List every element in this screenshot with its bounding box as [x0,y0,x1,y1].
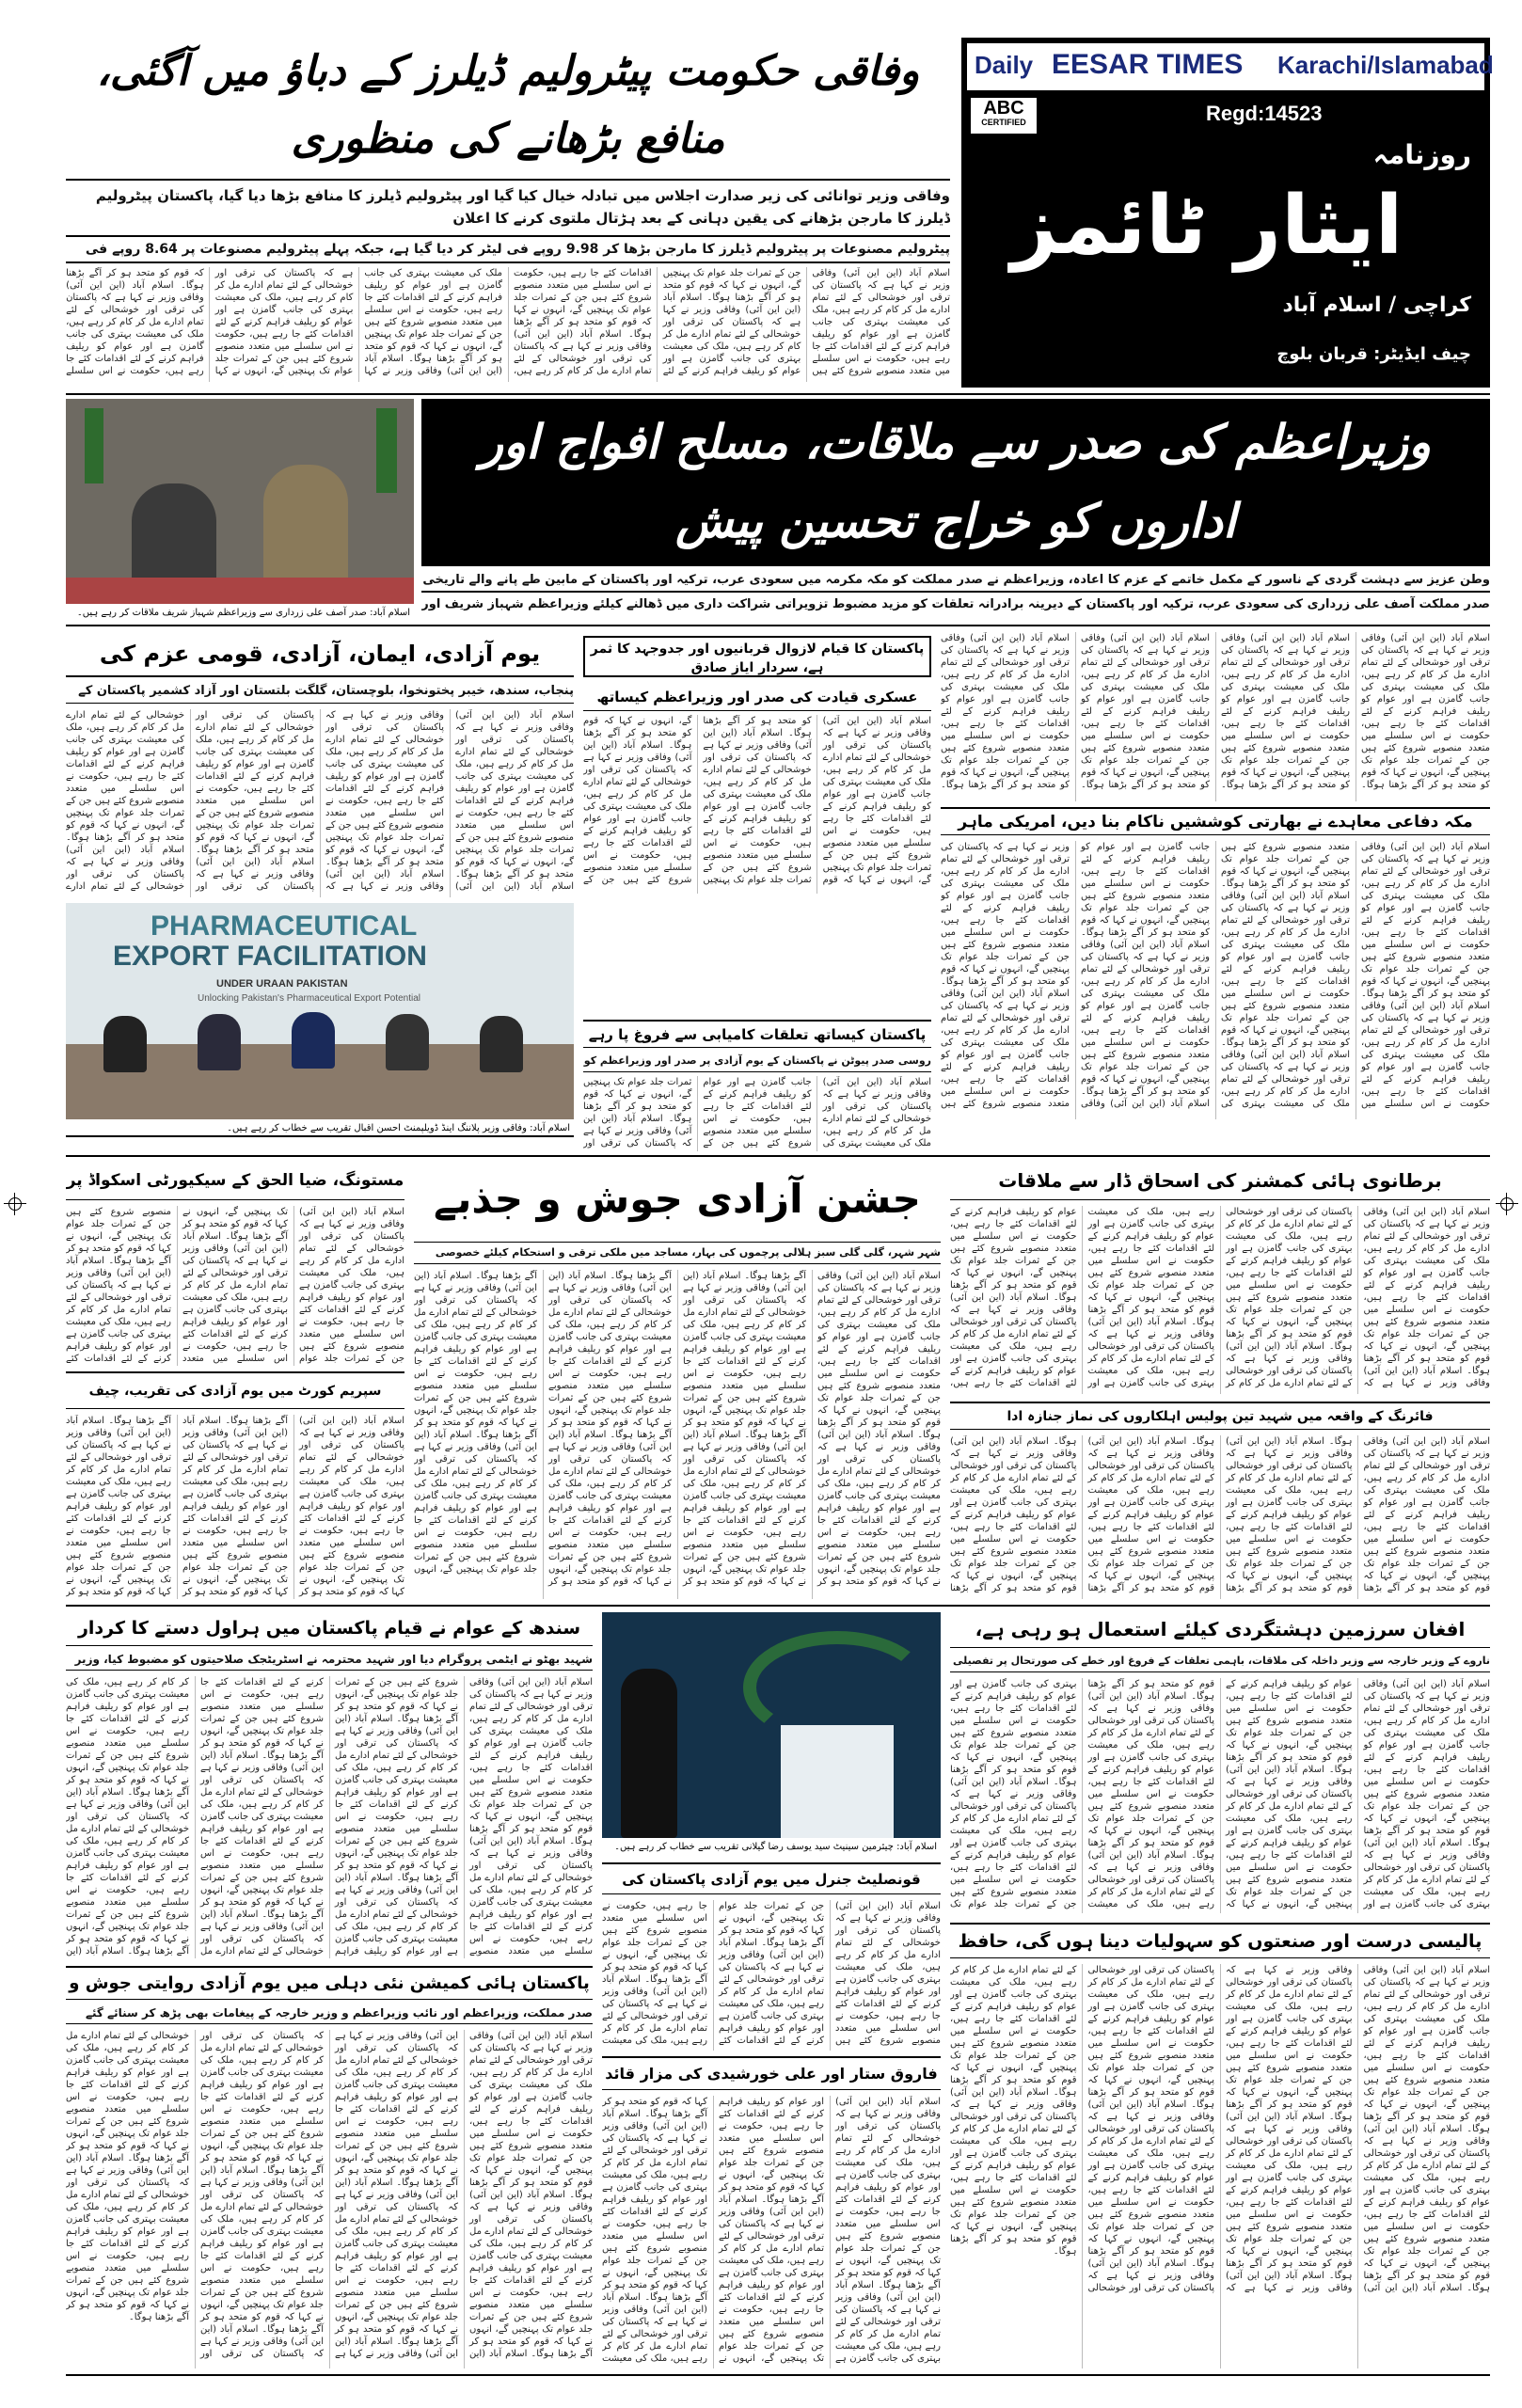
jashn-body: اسلام آباد (این این آئی) وفاقی وزیر نے کہا ہے کہ پاکستان کی ترقی اور خوشحالی کے لئے تمام ادارے مل کر کام کر رہے ہیں، ملک کی معیشت بہتری کی جانب گامزن ہے اور عوام کو ریلیف فراہم کرنے کے لئے اقدامات کئے جا رہے ہیں، حکومت نے اس سلسلے میں متعدد منصوبے شروع کئے ہیں جن کے ثمرات جلد عوام تک پہنچیں گے، انہوں نے کہا کہ قوم کو متحد ہو کر آگے بڑھنا ہوگا۔ اسلام آباد (این این آئی) وفاقی وزیر نے کہا ہے کہ پاکستان کی ترقی اور خوشحالی کے لئے تمام ادارے مل کر کام کر رہے ہیں، ملک کی معیشت بہتری کی جانب گامزن ہے اور عوام کو ریلیف فراہم کرنے کے لئے اقدامات کئے جا رہے ہیں، حکومت نے اس سلسلے میں متعدد منصوبے شروع کئے ہیں جن کے ثمرات جلد عوام تک پہنچیں گے، انہوں نے کہا کہ قوم کو متحد ہو کر آگے بڑھنا ہوگا۔ اسلام آباد (این این آئی) وفاقی وزیر نے کہا ہے کہ پاکستان کی ترقی اور خوشحالی کے لئے تمام ادارے مل کر کام کر رہے ہیں، ملک کی معیشت بہتری کی جانب گامزن ہے اور عوام کو ریلیف فراہم کرنے کے لئے اقدامات کئے جا رہے ہیں، حکومت نے اس سلسلے میں متعدد منصوبے شروع کئے ہیں جن کے ثمرات جلد عوام تک پہنچیں گے، انہوں نے کہا کہ قوم کو متحد ہو کر آگے بڑھنا ہوگا۔ اسلام آباد (این این آئی) وفاقی وزیر نے کہا ہے کہ پاکستان کی ترقی اور خوشحالی کے لئے تمام ادارے مل کر کام کر رہے ہیں، ملک کی معیشت بہتری کی جانب گامزن ہے اور عوام کو ریلیف فراہم کرنے کے لئے اقدامات کئے جا رہے ہیں، حکومت نے اس سلسلے میں متعدد منصوبے شروع کئے ہیں جن کے ثمرات جلد عوام تک پہنچیں گے، انہوں نے کہا کہ قوم کو متحد ہو کر آگے بڑھنا ہوگا۔ اسلام آباد (این این آئی) وفاقی وزیر نے کہا ہے کہ پاکستان کی ترقی اور خوشحالی کے لئے تمام ادارے مل کر کام کر رہے ہیں، ملک کی معیشت بہتری کی جانب گامزن ہے اور عوام کو ریلیف فراہم کرنے کے لئے اقدامات کئے جا رہے ہیں، حکومت نے اس سلسلے میں متعدد منصوبے شروع کئے ہیں جن کے ثمرات جلد عوام تک پہنچیں گے، انہوں نے کہا کہ قوم کو متحد ہو کر آگے بڑھنا ہوگا۔ اسلام آباد (این این آئی) وفاقی وزیر نے کہا ہے کہ پاکستان کی ترقی اور خوشحالی کے لئے تمام ادارے مل کر کام کر رہے ہیں، ملک کی معیشت بہتری کی جانب گامزن ہے اور عوام کو ریلیف فراہم کرنے کے لئے اقدامات کئے جا رہے ہیں، حکومت نے اس سلسلے میں متعدد منصوبے شروع کئے ہیں جن کے ثمرات جلد عوام تک پہنچیں گے، انہوں نے کہا کہ قوم کو متحد ہو کر آگے بڑھنا ہوگا۔ اسلام آباد (این این آئی) وفاقی وزیر نے کہا ہے کہ پاکستان کی ترقی اور خوشحالی کے لئے تمام ادارے مل کر کام کر رہے ہیں، ملک کی معیشت بہتری کی جانب گامزن ہے اور عوام کو ریلیف فراہم کرنے کے لئے اقدامات کئے جا رہے ہیں، حکومت نے اس سلسلے میں متعدد منصوبے شروع کئے ہیں جن کے ثمرات جلد عوام تک پہنچیں گے، انہوں نے کہا کہ قوم کو متحد ہو کر آگے بڑھنا ہوگا۔ اسلام آباد (این این آئی) وفاقی وزیر نے کہا ہے کہ پاکستان کی ترقی اور خوشحالی کے لئے تمام ادارے مل کر کام کر رہے ہیں، ملک کی معیشت بہتری کی جانب گامزن ہے اور عوام کو ریلیف فراہم کرنے کے لئے اقدامات کئے جا رہے ہیں، حکومت نے اس سلسلے میں متعدد منصوبے شروع کئے ہیں جن کے ثمرات جلد عوام تک پہنچیں گے، انہوں [414,1271,941,1587]
independence-headline: یوم آزادی، ایمان، آزادی، قومی عزم کی [66,632,574,677]
right-h4: پالیسی درست اور صنعتوں کو سہولیات دینا ہوں گی، حافظ [950,1923,1490,1958]
lead-body: اسلام آباد (این این آئی) وفاقی وزیر نے کہا ہے کہ پاکستان کی ترقی اور خوشحالی کے لئے تمام ادارے مل کر کام کر رہے ہیں، ملک کی معیشت بہتری کی جانب گامزن ہے اور عوام کو ریلیف فراہم کرنے کے لئے اقدامات کئے جا رہے ہیں، حکومت نے اس سلسلے میں متعدد منصوبے شروع کئے ہیں جن کے ثمرات جلد عوام تک پہنچیں گے، انہوں نے کہا کہ قوم کو متحد ہو کر آگے بڑھنا ہوگا۔ اسلام آباد (این این آئی) وفاقی وزیر نے کہا ہے کہ پاکستان کی ترقی اور خوشحالی کے لئے تمام ادارے مل کر کام کر رہے ہیں، ملک کی معیشت بہتری کی جانب گامزن ہے اور عوام کو ریلیف فراہم کرنے کے لئے اقدامات کئے جا رہے ہیں، حکومت نے اس سلسلے میں متعدد منصوبے شروع کئے ہیں جن کے ثمرات جلد عوام تک پہنچیں گے، انہوں نے کہا کہ قوم کو متحد ہو کر آگے بڑھنا ہوگا۔ اسلام آباد (این این آئی) وفاقی وزیر نے کہا ہے کہ پاکستان کی ترقی اور خوشحالی کے لئے تمام ادارے مل کر کام کر رہے ہیں، ملک کی معیشت بہتری کی جانب گامزن ہے اور عوام کو ریلیف فراہم کرنے کے لئے اقدامات کئے جا رہے ہیں، حکومت نے اس سلسلے میں متعدد منصوبے شروع کئے ہیں جن کے ثمرات جلد عوام تک پہنچیں گے، انہوں نے کہا کہ قوم کو متحد ہو کر آگے بڑھنا ہوگا۔ اسلام آباد (این این آئی) وفاقی وزیر نے کہا ہے کہ پاکستان کی ترقی اور خوشحالی کے لئے تمام ادارے مل کر کام کر رہے ہیں، ملک کی معیشت بہتری کی جانب گامزن ہے اور عوام کو ریلیف فراہم کرنے کے لئے اقدامات کئے جا رہے ہیں، حکومت نے اس سلسلے میں متعدد منصوبے شروع کئے ہیں جن کے ثمرات جلد عوام تک پہنچیں گے، انہوں نے کہا کہ قوم کو متحد ہو کر آگے بڑھنا ہوگا۔ [941,633,1490,790]
masthead-regd: Regd:14523 [1206,102,1323,125]
left-h4-sub: صدر مملکت، وزیراعظم اور نائب وزیراعظم و وزیر خارجہ کے پیغامات بھی پڑھ کر سنائے گئے [66,2004,593,2024]
divider [66,1605,1490,1607]
right-h4-body: اسلام آباد (این این آئی) وفاقی وزیر نے کہا ہے کہ پاکستان کی ترقی اور خوشحالی کے لئے تمام ادارے مل کر کام کر رہے ہیں، ملک کی معیشت بہتری کی جانب گامزن ہے اور عوام کو ریلیف فراہم کرنے کے لئے اقدامات کئے جا رہے ہیں، حکومت نے اس سلسلے میں متعدد منصوبے شروع کئے ہیں جن کے ثمرات جلد عوام تک پہنچیں گے، انہوں نے کہا کہ قوم کو متحد ہو کر آگے بڑھنا ہوگا۔ اسلام آباد (این این آئی) وفاقی وزیر نے کہا ہے کہ پاکستان کی ترقی اور خوشحالی کے لئے تمام ادارے مل کر کام کر رہے ہیں، ملک کی معیشت بہتری کی جانب گامزن ہے اور عوام کو ریلیف فراہم کرنے کے لئے اقدامات کئے جا رہے ہیں، حکومت نے اس سلسلے میں متعدد منصوبے شروع کئے ہیں جن کے ثمرات جلد عوام تک پہنچیں گے، انہوں نے کہا کہ قوم کو متحد ہو کر آگے بڑھنا ہوگا۔ اسلام آباد (این این آئی) وفاقی وزیر نے کہا ہے کہ پاکستان کی ترقی اور خوشحالی کے لئے تمام ادارے مل کر کام کر رہے ہیں، ملک کی معیشت بہتری کی جانب گامزن ہے اور عوام کو ریلیف فراہم کرنے کے لئے اقدامات کئے جا رہے ہیں، حکومت نے اس سلسلے میں متعدد منصوبے شروع کئے ہیں جن کے ثمرات جلد عوام تک پہنچیں گے، انہوں نے کہا کہ قوم کو متحد ہو کر آگے بڑھنا ہوگا۔ اسلام آباد (این این آئی) وفاقی وزیر نے کہا ہے کہ پاکستان کی ترقی اور خوشحالی کے لئے تمام ادارے مل کر کام کر رہے ہیں، ملک کی معیشت بہتری کی جانب گامزن ہے اور عوام کو ریلیف فراہم کرنے کے لئے اقدامات کئے جا رہے ہیں، حکومت نے اس سلسلے میں متعدد منصوبے شروع کئے ہیں جن کے ثمرات جلد عوام تک پہنچیں گے، انہوں نے کہا کہ قوم کو متحد ہو کر آگے بڑھنا ہوگا۔ اسلام آباد (این این آئی) وفاقی وزیر نے کہا ہے کہ پاکستان کی ترقی اور خوشحالی کے لئے تمام ادارے مل کر کام کر رہے ہیں، ملک کی معیشت بہتری کی جانب گامزن ہے اور عوام کو ریلیف فراہم کرنے کے لئے اقدامات کئے جا رہے ہیں، حکومت نے اس سلسلے میں متعدد منصوبے شروع کئے ہیں جن کے ثمرات جلد عوام تک پہنچیں گے، انہوں نے کہا کہ قوم کو متحد ہو کر آگے بڑھنا ہوگا۔ اسلام آباد (این این آئی) وفاقی وزیر نے کہا ہے کہ پاکستان کی ترقی اور خوشحالی کے لئے تمام ادارے مل کر کام کر رہے ہیں، ملک کی معیشت بہتری کی جانب گامزن ہے اور عوام کو ریلیف فراہم کرنے کے لئے اقدامات کئے جا رہے ہیں، حکومت نے اس سلسلے میں متعدد منصوبے شروع کئے ہیں جن کے ثمرات جلد عوام تک پہنچیں گے، انہوں نے کہا کہ قوم کو متحد ہو کر آگے بڑھنا ہوگا۔ اسلام آباد (این این آئی) وفاقی وزیر نے کہا ہے کہ پاکستان کی ترقی اور خوشحالی کے لئے تمام ادارے مل کر کام کر رہے ہیں، ملک کی معیشت بہتری کی جانب گامزن ہے اور عوام کو ریلیف فراہم کرنے کے لئے اقدامات کئے جا رہے ہیں، حکومت نے اس سلسلے میں متعدد منصوبے شروع کئے ہیں جن کے ثمرات جلد عوام تک پہنچیں گے، انہوں نے کہا کہ قوم کو متحد ہو کر آگے بڑھنا ہوگا۔ اسلام آباد (این این آئی) وفاقی وزیر نے کہا ہے کہ پاکستان کی ترقی اور خوشحالی کے لئے تمام ادارے مل کر کام کر رہے ہیں، ملک کی معیشت بہتری کی جانب گامزن ہے اور عوام کو ریلیف فراہم کرنے کے لئے اقدامات کئے جا رہے ہیں، حکومت نے اس سلسلے میں متعدد منصوبے شروع کئے ہیں جن کے ثمرات جلد عوام تک پہنچیں گے، انہوں نے کہا کہ قوم کو متحد ہو کر آگے بڑھنا ہوگا۔ [950,1965,1490,2293]
divider [66,1155,1490,1157]
left-h2-body: اسلام آباد (این این آئی) وفاقی وزیر نے کہا ہے کہ پاکستان کی ترقی اور خوشحالی کے لئے تمام ادارے مل کر کام کر رہے ہیں، ملک کی معیشت بہتری کی جانب گامزن ہے اور عوام کو ریلیف فراہم کرنے کے لئے اقدامات کئے جا رہے ہیں، حکومت نے اس سلسلے میں متعدد منصوبے شروع کئے ہیں جن کے ثمرات جلد عوام تک پہنچیں گے، انہوں نے کہا کہ قوم کو متحد ہو کر آگے بڑھنا ہوگا۔ اسلام آباد (این این آئی) وفاقی وزیر نے کہا ہے کہ پاکستان کی ترقی اور خوشحالی کے لئے تمام ادارے مل کر کام کر رہے ہیں، ملک کی معیشت بہتری کی جانب گامزن ہے اور عوام کو ریلیف فراہم کرنے کے لئے اقدامات کئے جا رہے ہیں، حکومت نے اس سلسلے میں متعدد منصوبے شروع کئے ہیں جن کے ثمرات جلد عوام تک پہنچیں گے، انہوں نے کہا کہ قوم کو متحد ہو کر آگے بڑھنا ہوگا۔ اسلام آباد (این این آئی) وفاقی وزیر نے کہا ہے کہ پاکستان کی ترقی اور خوشحالی کے لئے تمام ادارے مل کر کام کر رہے ہیں، ملک کی معیشت بہتری کی جانب گامزن ہے اور عوام کو ریلیف فراہم کرنے کے لئے اقدامات کئے جا رہے ہیں، حکومت نے اس سلسلے میں متعدد منصوبے شروع کئے ہیں جن کے ثمرات جلد عوام تک پہنچیں گے، انہوں نے کہا کہ قوم کو متحد ہو کر [66,1416,404,1597]
brief-b2: پاکستان کا قیام لازوال قربانیوں اور جدوجہد کا ثمر ہے، سردار ایاز صادق [583,636,931,677]
lead-photo-caption: اسلام آباد: صدر آصف علی زرداری سے وزیراعظم شہباز شریف ملاقات کر رہے ہیں۔ [66,606,414,620]
left-h4: پاکستان ہائی کمیشن نئی دہلی میں یوم آزادی روایتی جوش و [66,1966,593,2000]
jashn-sub: شہر شہر، گلی گلی سبز ہلالی پرچموں کی بہار، مساجد میں ملکی ترقی و استحکام کیلئے خصوصی [414,1242,941,1264]
masthead [961,38,1494,388]
left-h3-sub: شہید بھٹو نے ایٹمی پروگرام دیا اور شہید محترمہ نے اسٹریٹجک صلاحیتوں کو مضبوط کیا، وزیر [66,1650,593,1671]
center-h1: قونصلیٹ جنرل میں یوم آزادی پاکستان کی [602,1862,941,1894]
left-h1: مستونگ، ضیا الحق کے سیکیورٹی اسکواڈ پر [66,1163,404,1200]
abc-badge: ABC CERTIFIED [971,98,1037,134]
right-h3-body: اسلام آباد (این این آئی) وفاقی وزیر نے کہا ہے کہ پاکستان کی ترقی اور خوشحالی کے لئے تمام ادارے مل کر کام کر رہے ہیں، ملک کی معیشت بہتری کی جانب گامزن ہے اور عوام کو ریلیف فراہم کرنے کے لئے اقدامات کئے جا رہے ہیں، حکومت نے اس سلسلے میں متعدد منصوبے شروع کئے ہیں جن کے ثمرات جلد عوام تک پہنچیں گے، انہوں نے کہا کہ قوم کو متحد ہو کر آگے بڑھنا ہوگا۔ اسلام آباد (این این آئی) وفاقی وزیر نے کہا ہے کہ پاکستان کی ترقی اور خوشحالی کے لئے تمام ادارے مل کر کام کر رہے ہیں، ملک کی معیشت بہتری کی جانب گامزن ہے اور عوام کو ریلیف فراہم کرنے کے لئے اقدامات کئے جا رہے ہیں، حکومت نے اس سلسلے میں متعدد منصوبے شروع کئے ہیں جن کے ثمرات جلد عوام تک پہنچیں گے، انہوں نے کہا کہ قوم کو متحد ہو کر آگے بڑھنا ہوگا۔ اسلام آباد (این این آئی) وفاقی وزیر نے کہا ہے کہ پاکستان کی ترقی اور خوشحالی کے لئے تمام ادارے مل کر کام کر رہے ہیں، ملک کی معیشت بہتری کی جانب گامزن ہے اور عوام کو ریلیف فراہم کرنے کے لئے اقدامات کئے جا رہے ہیں، حکومت نے اس سلسلے میں متعدد منصوبے شروع کئے ہیں جن کے ثمرات جلد عوام تک پہنچیں گے، انہوں نے کہا کہ قوم کو متحد ہو کر آگے بڑھنا ہوگا۔ اسلام آباد (این این آئی) وفاقی وزیر نے کہا ہے کہ پاکستان کی ترقی اور خوشحالی کے لئے تمام ادارے مل کر کام کر رہے ہیں، ملک کی معیشت بہتری کی جانب گامزن ہے اور عوام کو ریلیف فراہم کرنے کے لئے اقدامات کئے جا رہے ہیں، حکومت نے اس سلسلے میں متعدد منصوبے شروع کئے ہیں جن کے ثمرات جلد عوام تک پہنچیں گے، انہوں نے کہا کہ قوم کو متحد ہو کر آگے بڑھنا ہوگا۔ اسلام آباد (این این آئی) وفاقی وزیر نے کہا ہے کہ پاکستان کی ترقی اور خوشحالی کے لئے تمام ادارے مل کر کام کر رہے ہیں، ملک کی معیشت بہتری کی جانب گامزن ہے اور عوام کو ریلیف فراہم کرنے کے لئے اقدامات کئے جا رہے ہیں، حکومت نے اس سلسلے میں متعدد منصوبے شروع کئے ہیں جن کے ثمرات جلد عوام تک پہنچیں گے، انہوں نے کہا کہ قوم کو متحد ہو کر آگے بڑھنا ہوگا۔ اسلام آباد (این این آئی) وفاقی وزیر نے کہا ہے کہ پاکستان کی ترقی اور خوشحالی کے لئے تمام ادارے مل کر کام کر رہے ہیں، ملک کی معیشت بہتری کی جانب گامزن ہے اور عوام کو ریلیف فراہم کرنے کے لئے اقدامات کئے جا رہے ہیں، حکومت نے اس سلسلے میں متعدد منصوبے شروع کئے ہیں جن کے ثمرات جلد عوام تک [950,1679,1490,1909]
brief-b4: پاکستان کیساتھ تعلقات کامیابی سے فروغ پا رہے [583,1020,931,1048]
right-h2-body: اسلام آباد (این این آئی) وفاقی وزیر نے کہا ہے کہ پاکستان کی ترقی اور خوشحالی کے لئے تمام ادارے مل کر کام کر رہے ہیں، ملک کی معیشت بہتری کی جانب گامزن ہے اور عوام کو ریلیف فراہم کرنے کے لئے اقدامات کئے جا رہے ہیں، حکومت نے اس سلسلے میں متعدد منصوبے شروع کئے ہیں جن کے ثمرات جلد عوام تک پہنچیں گے، انہوں نے کہا کہ قوم کو متحد ہو کر آگے بڑھنا ہوگا۔ اسلام آباد (این این آئی) وفاقی وزیر نے کہا ہے کہ پاکستان کی ترقی اور خوشحالی کے لئے تمام ادارے مل کر کام کر رہے ہیں، ملک کی معیشت بہتری کی جانب گامزن ہے اور عوام کو ریلیف فراہم کرنے کے لئے اقدامات کئے جا رہے ہیں، حکومت نے اس سلسلے میں متعدد منصوبے شروع کئے ہیں جن کے ثمرات جلد عوام تک پہنچیں گے، انہوں نے کہا کہ قوم کو متحد ہو کر آگے بڑھنا ہوگا۔ اسلام آباد (این این آئی) وفاقی وزیر نے کہا ہے کہ پاکستان کی ترقی اور خوشحالی کے لئے تمام ادارے مل کر کام کر رہے ہیں، ملک کی معیشت بہتری کی جانب گامزن ہے اور عوام کو ریلیف فراہم کرنے کے لئے اقدامات کئے جا رہے ہیں، حکومت نے اس سلسلے میں متعدد منصوبے شروع کئے ہیں جن کے ثمرات جلد عوام تک پہنچیں گے، انہوں نے کہا کہ قوم کو متحد ہو کر آگے بڑھنا ہوگا۔ اسلام آباد (این این آئی) وفاقی وزیر نے کہا ہے کہ پاکستان کی ترقی اور خوشحالی کے لئے تمام ادارے مل کر کام کر رہے ہیں، ملک کی معیشت بہتری کی جانب گامزن ہے اور عوام کو ریلیف فراہم کرنے کے لئے اقدامات کئے جا رہے ہیں، حکومت نے اس سلسلے میں متعدد منصوبے شروع کئے ہیں جن کے ثمرات جلد عوام تک پہنچیں گے، انہوں نے کہا کہ قوم کو متحد ہو کر آگے بڑھنا [950,1436,1490,1593]
masthead-daily: Daily [975,51,1034,79]
brief-b4-body: اسلام آباد (این این آئی) وفاقی وزیر نے کہا ہے کہ پاکستان کی ترقی اور خوشحالی کے لئے تمام ادارے مل کر کام کر رہے ہیں، ملک کی معیشت بہتری کی جانب گامزن ہے اور عوام کو ریلیف فراہم کرنے کے لئے اقدامات کئے جا رہے ہیں، حکومت نے اس سلسلے میں متعدد منصوبے شروع کئے ہیں جن کے ثمرات جلد عوام تک پہنچیں گے، انہوں نے کہا کہ قوم کو متحد ہو کر آگے بڑھنا ہوگا۔ اسلام آباد (این این آئی) وفاقی وزیر نے کہا ہے کہ پاکستان کی ترقی اور [583,1077,931,1149]
pharma-photo: PHARMACEUTICAL EXPORT FACILITATION UNDER URAAN PAKISTAN Unlocking Pakistan's Pharmaceutical Export Potential [66,903,574,1119]
right-h1-body: اسلام آباد (این این آئی) وفاقی وزیر نے کہا ہے کہ پاکستان کی ترقی اور خوشحالی کے لئے تمام ادارے مل کر کام کر رہے ہیں، ملک کی معیشت بہتری کی جانب گامزن ہے اور عوام کو ریلیف فراہم کرنے کے لئے اقدامات کئے جا رہے ہیں، حکومت نے اس سلسلے میں متعدد منصوبے شروع کئے ہیں جن کے ثمرات جلد عوام تک پہنچیں گے، انہوں نے کہا کہ قوم کو متحد ہو کر آگے بڑھنا ہوگا۔ اسلام آباد (این این آئی) وفاقی وزیر نے کہا ہے کہ پاکستان کی ترقی اور خوشحالی کے لئے تمام ادارے مل کر کام کر رہے ہیں، ملک کی معیشت بہتری کی جانب گامزن ہے اور عوام کو ریلیف فراہم کرنے کے لئے اقدامات کئے جا رہے ہیں، حکومت نے اس سلسلے میں متعدد منصوبے شروع کئے ہیں جن کے ثمرات جلد عوام تک پہنچیں گے، انہوں نے کہا کہ قوم کو متحد ہو کر آگے بڑھنا ہوگا۔ اسلام آباد (این این آئی) وفاقی وزیر نے کہا ہے کہ پاکستان کی ترقی اور خوشحالی کے لئے تمام ادارے مل کر کام کر رہے ہیں، ملک کی معیشت بہتری کی جانب گامزن ہے اور عوام کو ریلیف فراہم کرنے کے لئے اقدامات کئے جا رہے ہیں، حکومت نے اس سلسلے میں متعدد منصوبے شروع کئے ہیں جن کے ثمرات جلد عوام تک پہنچیں گے، انہوں نے کہا کہ قوم کو متحد ہو کر آگے بڑھنا ہوگا۔ اسلام آباد (این این آئی) وفاقی وزیر نے کہا ہے کہ پاکستان کی ترقی اور خوشحالی کے لئے تمام ادارے مل کر کام کر رہے ہیں، ملک کی معیشت بہتری کی جانب گامزن ہے اور عوام کو ریلیف فراہم کرنے کے لئے اقدامات کئے جا رہے ہیں، حکومت نے اس سلسلے میں متعدد منصوبے شروع کئے ہیں جن کے ثمرات جلد عوام تک پہنچیں گے، انہوں نے کہا کہ قوم کو متحد ہو کر آگے بڑھنا ہوگا۔ اسلام آباد (این این آئی) وفاقی وزیر نے کہا ہے کہ پاکستان کی ترقی اور خوشحالی کے لئے تمام ادارے مل کر کام کر رہے ہیں، ملک کی معیشت بہتری کی جانب گامزن ہے اور عوام کو ریلیف فراہم کرنے کے لئے اقدامات کئے جا رہے ہیں، [950,1207,1490,1388]
left-h1-body: اسلام آباد (این این آئی) وفاقی وزیر نے کہا ہے کہ پاکستان کی ترقی اور خوشحالی کے لئے تمام ادارے مل کر کام کر رہے ہیں، ملک کی معیشت بہتری کی جانب گامزن ہے اور عوام کو ریلیف فراہم کرنے کے لئے اقدامات کئے جا رہے ہیں، حکومت نے اس سلسلے میں متعدد منصوبے شروع کئے ہیں جن کے ثمرات جلد عوام تک پہنچیں گے، انہوں نے کہا کہ قوم کو متحد ہو کر آگے بڑھنا ہوگا۔ اسلام آباد (این این آئی) وفاقی وزیر نے کہا ہے کہ پاکستان کی ترقی اور خوشحالی کے لئے تمام ادارے مل کر کام کر رہے ہیں، ملک کی معیشت بہتری کی جانب گامزن ہے اور عوام کو ریلیف فراہم کرنے کے لئے اقدامات کئے جا رہے ہیں، حکومت نے اس سلسلے میں متعدد منصوبے شروع کئے ہیں جن کے ثمرات جلد عوام تک پہنچیں گے، انہوں نے کہا کہ قوم کو متحد ہو کر آگے بڑھنا ہوگا۔ اسلام آباد (این این آئی) وفاقی وزیر نے کہا ہے کہ پاکستان کی ترقی اور خوشحالی کے لئے تمام ادارے مل کر کام کر رہے ہیں، ملک کی معیشت بہتری کی جانب گامزن ہے اور عوام کو ریلیف فراہم کرنے کے لئے اقدامات کئے [66,1207,404,1364]
lead-photo [66,399,414,604]
left-h2: سپریم کورٹ میں یوم آزادی کی تقریب، چیف [66,1371,404,1409]
jashn-headline: جشن آزادی جوش و جذبے [434,1176,921,1222]
top-story-headline: وفاقی حکومت پیٹرولیم ڈیلرز کے دباؤ میں آگئی، منافع بڑھانے کی منظوری [66,38,950,181]
divider [66,393,1490,395]
right-h2: فائرنگ کے واقعہ میں شہید تین پولیس اہلکاروں کی نماز جنازہ ادا [950,1402,1490,1430]
center-h1-body: اسلام آباد (این این آئی) وفاقی وزیر نے کہا ہے کہ پاکستان کی ترقی اور خوشحالی کے لئے تمام ادارے مل کر کام کر رہے ہیں، ملک کی معیشت بہتری کی جانب گامزن ہے اور عوام کو ریلیف فراہم کرنے کے لئے اقدامات کئے جا رہے ہیں، حکومت نے اس سلسلے میں متعدد منصوبے شروع کئے ہیں جن کے ثمرات جلد عوام تک پہنچیں گے، انہوں نے کہا کہ قوم کو متحد ہو کر آگے بڑھنا ہوگا۔ اسلام آباد (این این آئی) وفاقی وزیر نے کہا ہے کہ پاکستان کی ترقی اور خوشحالی کے لئے تمام ادارے مل کر کام کر رہے ہیں، ملک کی معیشت بہتری کی جانب گامزن ہے اور عوام کو ریلیف فراہم کرنے کے لئے اقدامات کئے جا رہے ہیں، حکومت نے اس سلسلے میں متعدد منصوبے شروع کئے ہیں جن کے ثمرات جلد عوام تک پہنچیں گے، انہوں نے کہا کہ قوم کو متحد ہو کر آگے بڑھنا ہوگا۔ اسلام آباد (این این آئی) وفاقی وزیر نے کہا ہے کہ پاکستان کی ترقی اور خوشحالی کے لئے تمام ادارے مل کر کام کر رہے ہیں، ملک کی معیشت [602,1901,941,2046]
top-story-sub: پیٹرولیم مصنوعات پر پیٹرولیم ڈیلرز کا مارجن بڑھا کر 9.98 روپے فی لیٹر کر دیا گیا ہے، جبکہ پہلے پیٹرولیم مصنوعات پر 8.64 روپے فی [66,239,950,263]
brief-b5: روسی صدر پیوٹن نے پاکستان کے یوم آزادی پر صدر اور وزیراعظم کو [583,1052,931,1072]
left-h3: سندھ کے عوام نے قیام پاکستان میں ہراول دستے کا کردار [66,1612,593,1646]
top-story-lead: وفاقی وزیر توانائی کی زیر صدارت اجلاس میں تبادلہ خیال کیا گیا اور پیٹرولیم ڈیلرز کا منافع بڑھا دیا گیا، پاکستان پیٹرولیم ڈیلرز کا مارجن بڑھانے کی یقین دہانی کے بعد ہڑتال ملتوی کرنے کا اعلان [66,184,950,237]
lead-strap-2: صدر مملکت آصف علی زرداری کی سعودی عرب، ترکیہ اور پاکستان کے دیرینہ برادرانہ تعلقات کو مزید مضبوط تزویراتی شراکت داری میں ڈھالنے کیلئے وزیراعظم شہباز شریف اور [421,597,1490,611]
left-h4-body: اسلام آباد (این این آئی) وفاقی وزیر نے کہا ہے کہ پاکستان کی ترقی اور خوشحالی کے لئے تمام ادارے مل کر کام کر رہے ہیں، ملک کی معیشت بہتری کی جانب گامزن ہے اور عوام کو ریلیف فراہم کرنے کے لئے اقدامات کئے جا رہے ہیں، حکومت نے اس سلسلے میں متعدد منصوبے شروع کئے ہیں جن کے ثمرات جلد عوام تک پہنچیں گے، انہوں نے کہا کہ قوم کو متحد ہو کر آگے بڑھنا ہوگا۔ اسلام آباد (این این آئی) وفاقی وزیر نے کہا ہے کہ پاکستان کی ترقی اور خوشحالی کے لئے تمام ادارے مل کر کام کر رہے ہیں، ملک کی معیشت بہتری کی جانب گامزن ہے اور عوام کو ریلیف فراہم کرنے کے لئے اقدامات کئے جا رہے ہیں، حکومت نے اس سلسلے میں متعدد منصوبے شروع کئے ہیں جن کے ثمرات جلد عوام تک پہنچیں گے، انہوں نے کہا کہ قوم کو متحد ہو کر آگے بڑھنا ہوگا۔ اسلام آباد (این این آئی) وفاقی وزیر نے کہا ہے کہ پاکستان کی ترقی اور خوشحالی کے لئے تمام ادارے مل کر کام کر رہے ہیں، ملک کی معیشت بہتری کی جانب گامزن ہے اور عوام کو ریلیف فراہم کرنے کے لئے اقدامات کئے جا رہے ہیں، حکومت نے اس سلسلے میں متعدد منصوبے شروع کئے ہیں جن کے ثمرات جلد عوام تک پہنچیں گے، انہوں نے کہا کہ قوم کو متحد ہو کر آگے بڑھنا ہوگا۔ اسلام آباد (این این آئی) وفاقی وزیر نے کہا ہے کہ پاکستان کی ترقی اور خوشحالی کے لئے تمام ادارے مل کر کام کر رہے ہیں، ملک کی معیشت بہتری کی جانب گامزن ہے اور عوام کو ریلیف فراہم کرنے کے لئے اقدامات کئے جا رہے ہیں، حکومت نے اس سلسلے میں متعدد منصوبے شروع کئے ہیں جن کے ثمرات جلد عوام تک پہنچیں گے، انہوں نے کہا کہ قوم کو متحد ہو کر آگے بڑھنا ہوگا۔ اسلام آباد (این این آئی) وفاقی وزیر نے کہا ہے کہ پاکستان کی ترقی اور خوشحالی کے لئے تمام ادارے مل کر کام کر رہے ہیں، ملک کی معیشت بہتری کی جانب گامزن ہے اور عوام کو ریلیف فراہم کرنے کے لئے اقدامات کئے جا رہے ہیں، حکومت نے اس سلسلے میں متعدد منصوبے شروع کئے ہیں جن کے ثمرات جلد عوام تک پہنچیں گے، انہوں نے کہا کہ قوم کو متحد ہو کر آگے بڑھنا ہوگا۔ اسلام آباد (این این آئی) وفاقی وزیر نے کہا ہے کہ پاکستان کی ترقی اور خوشحالی کے لئے تمام ادارے مل کر کام کر رہے ہیں، ملک کی معیشت بہتری کی جانب گامزن ہے اور عوام کو ریلیف فراہم کرنے کے لئے اقدامات کئے جا رہے ہیں، حکومت نے اس سلسلے میں متعدد منصوبے شروع کئے ہیں جن کے ثمرات جلد عوام تک پہنچیں گے، انہوں نے کہا کہ قوم کو متحد ہو کر آگے بڑھنا ہوگا۔ اسلام آباد (این این آئی) وفاقی وزیر نے کہا ہے کہ پاکستان کی ترقی اور خوشحالی کے لئے تمام ادارے مل کر کام کر رہے ہیں، ملک کی معیشت بہتری کی جانب گامزن ہے اور عوام کو ریلیف فراہم کرنے کے لئے اقدامات کئے جا رہے ہیں، حکومت نے اس سلسلے میں متعدد منصوبے شروع کئے ہیں جن کے ثمرات جلد عوام تک پہنچیں گے، انہوں نے کہا کہ قوم کو متحد ہو کر آگے بڑھنا ہوگا۔ اسلام آباد (این این آئی) وفاقی وزیر نے کہا ہے کہ پاکستان کی ترقی اور خوشحالی کے لئے تمام ادارے مل کر کام کر رہے ہیں، ملک کی معیشت بہتری کی جانب گامزن ہے اور عوام کو ریلیف فراہم کرنے کے لئے اقدامات کئے جا رہے ہیں، حکومت نے اس سلسلے میں متعدد منصوبے شروع کئے ہیں جن کے ثمرات جلد عوام تک پہنچیں گے، انہوں نے کہا کہ قوم کو متحد ہو کر آگے بڑھنا ہوگا۔ [66,2031,593,2359]
masthead-name-en: EESAR TIMES [1052,49,1244,80]
masthead-city-ur: کراچی / اسلام آباد [1282,293,1471,317]
brief-b1: عسکری قیادت کی صدر اور وزیراعظم کیساتھ [583,685,931,711]
independence-body: اسلام آباد (این این آئی) وفاقی وزیر نے کہا ہے کہ پاکستان کی ترقی اور خوشحالی کے لئے تمام ادارے مل کر کام کر رہے ہیں، ملک کی معیشت بہتری کی جانب گامزن ہے اور عوام کو ریلیف فراہم کرنے کے لئے اقدامات کئے جا رہے ہیں، حکومت نے اس سلسلے میں متعدد منصوبے شروع کئے ہیں جن کے ثمرات جلد عوام تک پہنچیں گے، انہوں نے کہا کہ قوم کو متحد ہو کر آگے بڑھنا ہوگا۔ اسلام آباد (این این آئی) وفاقی وزیر نے کہا ہے کہ پاکستان کی ترقی اور خوشحالی کے لئے تمام ادارے مل کر کام کر رہے ہیں، ملک کی معیشت بہتری کی جانب گامزن ہے اور عوام کو ریلیف فراہم کرنے کے لئے اقدامات کئے جا رہے ہیں، حکومت نے اس سلسلے میں متعدد منصوبے شروع کئے ہیں جن کے ثمرات جلد عوام تک پہنچیں گے، انہوں نے کہا کہ قوم کو متحد ہو کر آگے بڑھنا ہوگا۔ اسلام آباد (این این آئی) وفاقی وزیر نے کہا ہے کہ پاکستان کی ترقی اور خوشحالی کے لئے تمام ادارے مل کر کام کر رہے ہیں، ملک کی معیشت بہتری کی جانب گامزن ہے اور عوام کو ریلیف فراہم کرنے کے لئے اقدامات کئے جا رہے ہیں، حکومت نے اس سلسلے میں متعدد منصوبے شروع کئے ہیں جن کے ثمرات جلد عوام تک پہنچیں گے، انہوں نے کہا کہ قوم کو متحد ہو کر آگے بڑھنا ہوگا۔ اسلام آباد (این این آئی) وفاقی وزیر نے کہا ہے کہ پاکستان کی ترقی اور خوشحالی کے لئے تمام ادارے مل کر کام کر رہے ہیں، ملک کی معیشت بہتری کی جانب گامزن ہے اور عوام کو ریلیف فراہم کرنے کے لئے اقدامات کئے جا رہے ہیں، حکومت نے اس سلسلے میں متعدد منصوبے شروع کئے ہیں جن کے ثمرات جلد عوام تک پہنچیں گے، انہوں نے کہا کہ قوم کو متحد ہو کر آگے بڑھنا ہوگا۔ اسلام آباد (این این آئی) وفاقی وزیر نے کہا ہے کہ پاکستان کی ترقی اور خوشحالی کے لئے تمام ادارے [66,710,574,892]
divider [66,625,1490,626]
masthead-editor: چیف ایڈیٹر: قربان بلوچ [1276,344,1471,364]
gilani-photo [602,1612,941,1838]
registration-mark-right [1496,1193,1518,1215]
center-h2-body: اسلام آباد (این این آئی) وفاقی وزیر نے کہا ہے کہ پاکستان کی ترقی اور خوشحالی کے لئے تمام ادارے مل کر کام کر رہے ہیں، ملک کی معیشت بہتری کی جانب گامزن ہے اور عوام کو ریلیف فراہم کرنے کے لئے اقدامات کئے جا رہے ہیں، حکومت نے اس سلسلے میں متعدد منصوبے شروع کئے ہیں جن کے ثمرات جلد عوام تک پہنچیں گے، انہوں نے کہا کہ قوم کو متحد ہو کر آگے بڑھنا ہوگا۔ اسلام آباد (این این آئی) وفاقی وزیر نے کہا ہے کہ پاکستان کی ترقی اور خوشحالی کے لئے تمام ادارے مل کر کام کر رہے ہیں، ملک کی معیشت بہتری کی جانب گامزن ہے اور عوام کو ریلیف فراہم کرنے کے لئے اقدامات کئے جا رہے ہیں، حکومت نے اس سلسلے میں متعدد منصوبے شروع کئے ہیں جن کے ثمرات جلد عوام تک پہنچیں گے، انہوں نے کہا کہ قوم کو متحد ہو کر آگے بڑھنا ہوگا۔ اسلام آباد (این این آئی) وفاقی وزیر نے کہا ہے کہ پاکستان کی ترقی اور خوشحالی کے لئے تمام ادارے مل کر کام کر رہے ہیں، ملک کی معیشت بہتری کی جانب گامزن ہے اور عوام کو ریلیف فراہم کرنے کے لئے اقدامات کئے جا رہے ہیں، حکومت نے اس سلسلے میں متعدد منصوبے شروع کئے ہیں جن کے ثمرات جلد عوام تک پہنچیں گے، انہوں نے کہا کہ قوم کو متحد ہو کر آگے بڑھنا ہوگا۔ اسلام آباد (این این آئی) وفاقی وزیر نے کہا ہے کہ پاکستان کی ترقی اور خوشحالی کے لئے تمام ادارے مل کر کام کر رہے ہیں، ملک کی معیشت بہتری کی جانب گامزن ہے اور عوام کو ریلیف فراہم کرنے کے لئے اقدامات کئے جا رہے ہیں، حکومت نے اس سلسلے میں متعدد منصوبے شروع کئے ہیں جن کے ثمرات جلد عوام تک پہنچیں گے، انہوں نے کہا کہ قوم کو متحد ہو کر آگے بڑھنا ہوگا۔ اسلام آباد (این این آئی) وفاقی وزیر نے کہا ہے کہ پاکستان کی ترقی اور خوشحالی کے لئے تمام ادارے مل کر کام کر رہے ہیں، ملک کی معیشت [602,2097,941,2364]
masthead-rozname: روزنامہ [1372,139,1471,170]
masthead-city-en: Karachi/Islamabad [1277,51,1494,79]
registration-mark-left [4,1193,26,1215]
brief-b1-body: اسلام آباد (این این آئی) وفاقی وزیر نے کہا ہے کہ پاکستان کی ترقی اور خوشحالی کے لئے تمام ادارے مل کر کام کر رہے ہیں، ملک کی معیشت بہتری کی جانب گامزن ہے اور عوام کو ریلیف فراہم کرنے کے لئے اقدامات کئے جا رہے ہیں، حکومت نے اس سلسلے میں متعدد منصوبے شروع کئے ہیں جن کے ثمرات جلد عوام تک پہنچیں گے، انہوں نے کہا کہ قوم کو متحد ہو کر آگے بڑھنا ہوگا۔ اسلام آباد (این این آئی) وفاقی وزیر نے کہا ہے کہ پاکستان کی ترقی اور خوشحالی کے لئے تمام ادارے مل کر کام کر رہے ہیں، ملک کی معیشت بہتری کی جانب گامزن ہے اور عوام کو ریلیف فراہم کرنے کے لئے اقدامات کئے جا رہے ہیں، حکومت نے اس سلسلے میں متعدد منصوبے شروع کئے ہیں جن کے ثمرات جلد عوام تک پہنچیں گے، انہوں نے کہا کہ قوم کو متحد ہو کر آگے بڑھنا ہوگا۔ اسلام آباد (این این آئی) وفاقی وزیر نے کہا ہے کہ پاکستان کی ترقی اور خوشحالی کے لئے تمام ادارے مل کر کام کر رہے ہیں، ملک کی معیشت بہتری کی جانب گامزن ہے اور عوام کو ریلیف فراہم کرنے کے لئے اقدامات کئے جا رہے ہیں، حکومت نے اس سلسلے میں متعدد منصوبے شروع کئے ہیں جن کے [583,716,931,885]
gilani-caption: اسلام آباد: چیئرمین سینیٹ سید یوسف رضا گیلانی تقریب سے خطاب کر رہے ہیں۔ [602,1840,941,1854]
top-story-body: اسلام آباد (این این آئی) وفاقی وزیر نے کہا ہے کہ پاکستان کی ترقی اور خوشحالی کے لئے تمام ادارے مل کر کام کر رہے ہیں، ملک کی معیشت بہتری کی جانب گامزن ہے اور عوام کو ریلیف فراہم کرنے کے لئے اقدامات کئے جا رہے ہیں، حکومت نے اس سلسلے میں متعدد منصوبے شروع کئے ہیں جن کے ثمرات جلد عوام تک پہنچیں گے، انہوں نے کہا کہ قوم کو متحد ہو کر آگے بڑھنا ہوگا۔ اسلام آباد (این این آئی) وفاقی وزیر نے کہا ہے کہ پاکستان کی ترقی اور خوشحالی کے لئے تمام ادارے مل کر کام کر رہے ہیں، ملک کی معیشت بہتری کی جانب گامزن ہے اور عوام کو ریلیف فراہم کرنے کے لئے اقدامات کئے جا رہے ہیں، حکومت نے اس سلسلے میں متعدد منصوبے شروع کئے ہیں جن کے ثمرات جلد عوام تک پہنچیں گے، انہوں نے کہا کہ قوم کو متحد ہو کر آگے بڑھنا ہوگا۔ اسلام آباد (این این آئی) وفاقی وزیر نے کہا ہے کہ پاکستان کی ترقی اور خوشحالی کے لئے تمام ادارے مل کر کام کر رہے ہیں، ملک کی معیشت بہتری کی جانب گامزن ہے اور عوام کو ریلیف فراہم کرنے کے لئے اقدامات کئے جا رہے ہیں، حکومت نے اس سلسلے میں متعدد منصوبے شروع کئے ہیں جن کے ثمرات جلد عوام تک پہنچیں گے، انہوں نے کہا کہ قوم کو متحد ہو کر آگے بڑھنا ہوگا۔ اسلام آباد (این این آئی) وفاقی وزیر نے کہا ہے کہ پاکستان کی ترقی اور خوشحالی کے لئے تمام ادارے مل کر کام کر رہے ہیں، ملک کی معیشت بہتری کی جانب گامزن ہے اور عوام کو ریلیف فراہم کرنے کے لئے اقدامات کئے جا رہے ہیں، حکومت نے اس سلسلے میں متعدد منصوبے شروع کئے ہیں جن کے ثمرات جلد عوام تک پہنچیں گے، انہوں نے کہا کہ قوم کو متحد ہو کر آگے بڑھنا ہوگا۔ اسلام آباد (این این آئی) وفاقی وزیر نے کہا ہے کہ پاکستان کی ترقی اور خوشحالی کے لئے تمام ادارے مل کر کام کر رہے ہیں، ملک کی معیشت بہتری کی جانب گامزن ہے اور عوام کو ریلیف فراہم کرنے کے لئے اقدامات کئے جا رہے ہیں، حکومت نے اس سلسلے [66,268,950,376]
right-h1: برطانوی ہائی کمشنر کی اسحاق ڈار سے ملاقات [950,1163,1490,1200]
lead-headline: وزیراعظم کی صدر سے ملاقات، مسلح افواج اور اداروں کو خراج تحسین پیش [421,399,1490,566]
brief-b3-body: اسلام آباد (این این آئی) وفاقی وزیر نے کہا ہے کہ پاکستان کی ترقی اور خوشحالی کے لئے تمام ادارے مل کر کام کر رہے ہیں، ملک کی معیشت بہتری کی جانب گامزن ہے اور عوام کو ریلیف فراہم کرنے کے لئے اقدامات کئے جا رہے ہیں، حکومت نے اس سلسلے میں متعدد منصوبے شروع کئے ہیں جن کے ثمرات جلد عوام تک پہنچیں گے، انہوں نے کہا کہ قوم کو متحد ہو کر آگے بڑھنا ہوگا۔ اسلام آباد (این این آئی) وفاقی وزیر نے کہا ہے کہ پاکستان کی ترقی اور خوشحالی کے لئے تمام ادارے مل کر کام کر رہے ہیں، ملک کی معیشت بہتری کی جانب گامزن ہے اور عوام کو ریلیف فراہم کرنے کے لئے اقدامات کئے جا رہے ہیں، حکومت نے اس سلسلے میں متعدد منصوبے شروع کئے ہیں جن کے ثمرات جلد عوام تک پہنچیں گے، انہوں نے کہا کہ قوم کو متحد ہو کر آگے بڑھنا ہوگا۔ اسلام آباد (این این آئی) وفاقی وزیر نے کہا ہے کہ پاکستان کی ترقی اور خوشحالی کے لئے تمام ادارے مل کر کام کر رہے ہیں، ملک کی معیشت بہتری کی جانب گامزن ہے اور عوام کو ریلیف فراہم کرنے کے لئے اقدامات کئے جا رہے ہیں، حکومت نے اس سلسلے میں متعدد منصوبے شروع کئے ہیں جن کے ثمرات جلد عوام تک پہنچیں گے، انہوں نے کہا کہ قوم کو متحد ہو کر آگے بڑھنا ہوگا۔ اسلام آباد (این این آئی) وفاقی وزیر نے کہا ہے کہ پاکستان کی ترقی اور خوشحالی کے لئے تمام ادارے مل کر کام کر رہے ہیں، ملک کی معیشت بہتری کی جانب گامزن ہے اور عوام کو ریلیف فراہم کرنے کے لئے اقدامات کئے جا رہے ہیں، حکومت نے اس سلسلے میں متعدد منصوبے شروع کئے ہیں جن کے ثمرات جلد عوام تک پہنچیں گے، انہوں نے کہا کہ قوم کو متحد ہو کر آگے بڑھنا ہوگا۔ اسلام آباد (این این آئی) وفاقی وزیر نے کہا ہے کہ پاکستان کی ترقی اور خوشحالی کے لئے تمام ادارے مل کر کام کر رہے ہیں، ملک کی معیشت بہتری کی جانب گامزن ہے اور عوام کو ریلیف فراہم کرنے کے لئے اقدامات کئے جا رہے ہیں، حکومت نے اس سلسلے میں متعدد منصوبے شروع کئے ہیں جن کے ثمرات جلد عوام تک پہنچیں گے، انہوں نے کہا کہ قوم کو متحد ہو کر آگے بڑھنا ہوگا۔ اسلام آباد (این این آئی) وفاقی وزیر نے کہا ہے کہ پاکستان کی ترقی اور خوشحالی کے لئے تمام ادارے مل کر کام کر رہے ہیں، ملک کی معیشت بہتری کی جانب گامزن ہے اور عوام کو ریلیف فراہم کرنے کے لئے اقدامات کئے جا رہے ہیں، حکومت نے اس سلسلے میں متعدد منصوبے شروع کئے ہیں جن کے ثمرات جلد عوام تک پہنچیں گے، انہوں نے کہا کہ قوم کو متحد ہو کر آگے بڑھنا ہوگا۔ اسلام آباد (این این آئی) وفاقی وزیر نے کہا ہے کہ پاکستان کی ترقی اور خوشحالی کے لئے تمام ادارے مل کر کام کر رہے ہیں، ملک کی معیشت بہتری کی جانب گامزن ہے اور عوام کو ریلیف فراہم کرنے کے لئے اقدامات کئے جا رہے ہیں، حکومت نے اس سلسلے میں متعدد منصوبے شروع کئے ہیں [941,842,1490,1109]
lead-strap: وطن عزیز سے دہشت گردی کے ناسور کے مکمل خاتمے کے عزم کا اعادہ، وزیراعظم نے صدر مملکت کو مکہ مکرمہ میں سعودی عرب، ترکیہ اور پاکستان کے مابین طے پانے والے تاریخی [421,570,1490,593]
independence-sub: پنجاب، سندھ، خیبر پختونخوا، بلوچستان، گلگت بلتستان اور آزاد کشمیر پاکستان کے [66,681,574,704]
center-h2: فاروق ستار اور علی خورشیدی کی مزار قائد [602,2056,941,2090]
left-h3-body: اسلام آباد (این این آئی) وفاقی وزیر نے کہا ہے کہ پاکستان کی ترقی اور خوشحالی کے لئے تمام ادارے مل کر کام کر رہے ہیں، ملک کی معیشت بہتری کی جانب گامزن ہے اور عوام کو ریلیف فراہم کرنے کے لئے اقدامات کئے جا رہے ہیں، حکومت نے اس سلسلے میں متعدد منصوبے شروع کئے ہیں جن کے ثمرات جلد عوام تک پہنچیں گے، انہوں نے کہا کہ قوم کو متحد ہو کر آگے بڑھنا ہوگا۔ اسلام آباد (این این آئی) وفاقی وزیر نے کہا ہے کہ پاکستان کی ترقی اور خوشحالی کے لئے تمام ادارے مل کر کام کر رہے ہیں، ملک کی معیشت بہتری کی جانب گامزن ہے اور عوام کو ریلیف فراہم کرنے کے لئے اقدامات کئے جا رہے ہیں، حکومت نے اس سلسلے میں متعدد منصوبے شروع کئے ہیں جن کے ثمرات جلد عوام تک پہنچیں گے، انہوں نے کہا کہ قوم کو متحد ہو کر آگے بڑھنا ہوگا۔ اسلام آباد (این این آئی) وفاقی وزیر نے کہا ہے کہ پاکستان کی ترقی اور خوشحالی کے لئے تمام ادارے مل کر کام کر رہے ہیں، ملک کی معیشت بہتری کی جانب گامزن ہے اور عوام کو ریلیف فراہم کرنے کے لئے اقدامات کئے جا رہے ہیں، حکومت نے اس سلسلے میں متعدد منصوبے شروع کئے ہیں جن کے ثمرات جلد عوام تک پہنچیں گے، انہوں نے کہا کہ قوم کو متحد ہو کر آگے بڑھنا ہوگا۔ اسلام آباد (این این آئی) وفاقی وزیر نے کہا ہے کہ پاکستان کی ترقی اور خوشحالی کے لئے تمام ادارے مل کر کام کر رہے ہیں، ملک کی معیشت بہتری کی جانب گامزن ہے اور عوام کو ریلیف فراہم کرنے کے لئے اقدامات کئے جا رہے ہیں، حکومت نے اس سلسلے میں متعدد منصوبے شروع کئے ہیں جن کے ثمرات جلد عوام تک پہنچیں گے، انہوں نے کہا کہ قوم کو متحد ہو کر آگے بڑھنا ہوگا۔ اسلام آباد (این این آئی) وفاقی وزیر نے کہا ہے کہ پاکستان کی ترقی اور خوشحالی کے لئے تمام ادارے مل کر کام کر رہے ہیں، ملک کی معیشت بہتری کی جانب گامزن ہے اور عوام کو ریلیف فراہم کرنے کے لئے اقدامات کئے جا رہے ہیں، حکومت نے اس سلسلے میں متعدد منصوبے شروع کئے ہیں جن کے ثمرات جلد عوام تک پہنچیں گے، انہوں نے کہا کہ قوم کو متحد ہو کر آگے بڑھنا ہوگا۔ اسلام آباد (این این آئی) وفاقی وزیر نے کہا ہے کہ پاکستان کی ترقی اور خوشحالی کے لئے تمام ادارے مل کر کام کر رہے ہیں، ملک کی معیشت بہتری کی جانب گامزن ہے اور عوام کو ریلیف فراہم کرنے کے لئے اقدامات کئے جا رہے ہیں، حکومت نے اس سلسلے میں متعدد منصوبے شروع کئے ہیں جن کے ثمرات جلد عوام تک پہنچیں گے، انہوں نے کہا کہ قوم کو متحد ہو کر آگے بڑھنا ہوگا۔ اسلام آباد (این این آئی) وفاقی وزیر نے کہا ہے کہ پاکستان کی ترقی اور خوشحالی کے لئے تمام ادارے مل کر کام کر رہے ہیں، ملک کی معیشت بہتری کی جانب گامزن ہے اور عوام کو ریلیف فراہم کرنے کے لئے اقدامات کئے جا رہے ہیں، حکومت نے اس سلسلے میں متعدد منصوبے شروع کئے ہیں جن کے ثمرات جلد عوام تک پہنچیں گے، انہوں نے کہا کہ قوم کو متحد ہو کر آگے بڑھنا ہوگا۔ اسلام آباد (این [66,1677,593,1956]
right-h3-sub: ناروے کے وزیر خارجہ سے وزیر داخلہ کی ملاقات، باہمی تعلقات کے فروغ اور خطے کی صورتحال پر تفصیلی [950,1652,1490,1672]
masthead-name-ur: ایثار ٹائمز [1010,179,1403,273]
divider [66,2374,1490,2376]
pharma-caption: اسلام آباد: وفاقی وزیر پلاننگ اینڈ ڈویلپمنٹ احسن اقبال تقریب سے خطاب کر رہے ہیں۔ [66,1121,574,1137]
brief-b3: مکہ دفاعی معاہدے نے بھارتی کوششیں ناکام بنا دیں، امریکی ماہر [941,807,1490,835]
right-h3: افغان سرزمین دہشتگردی کیلئے استعمال ہو رہی ہے، [950,1612,1490,1648]
top-story [66,38,950,388]
